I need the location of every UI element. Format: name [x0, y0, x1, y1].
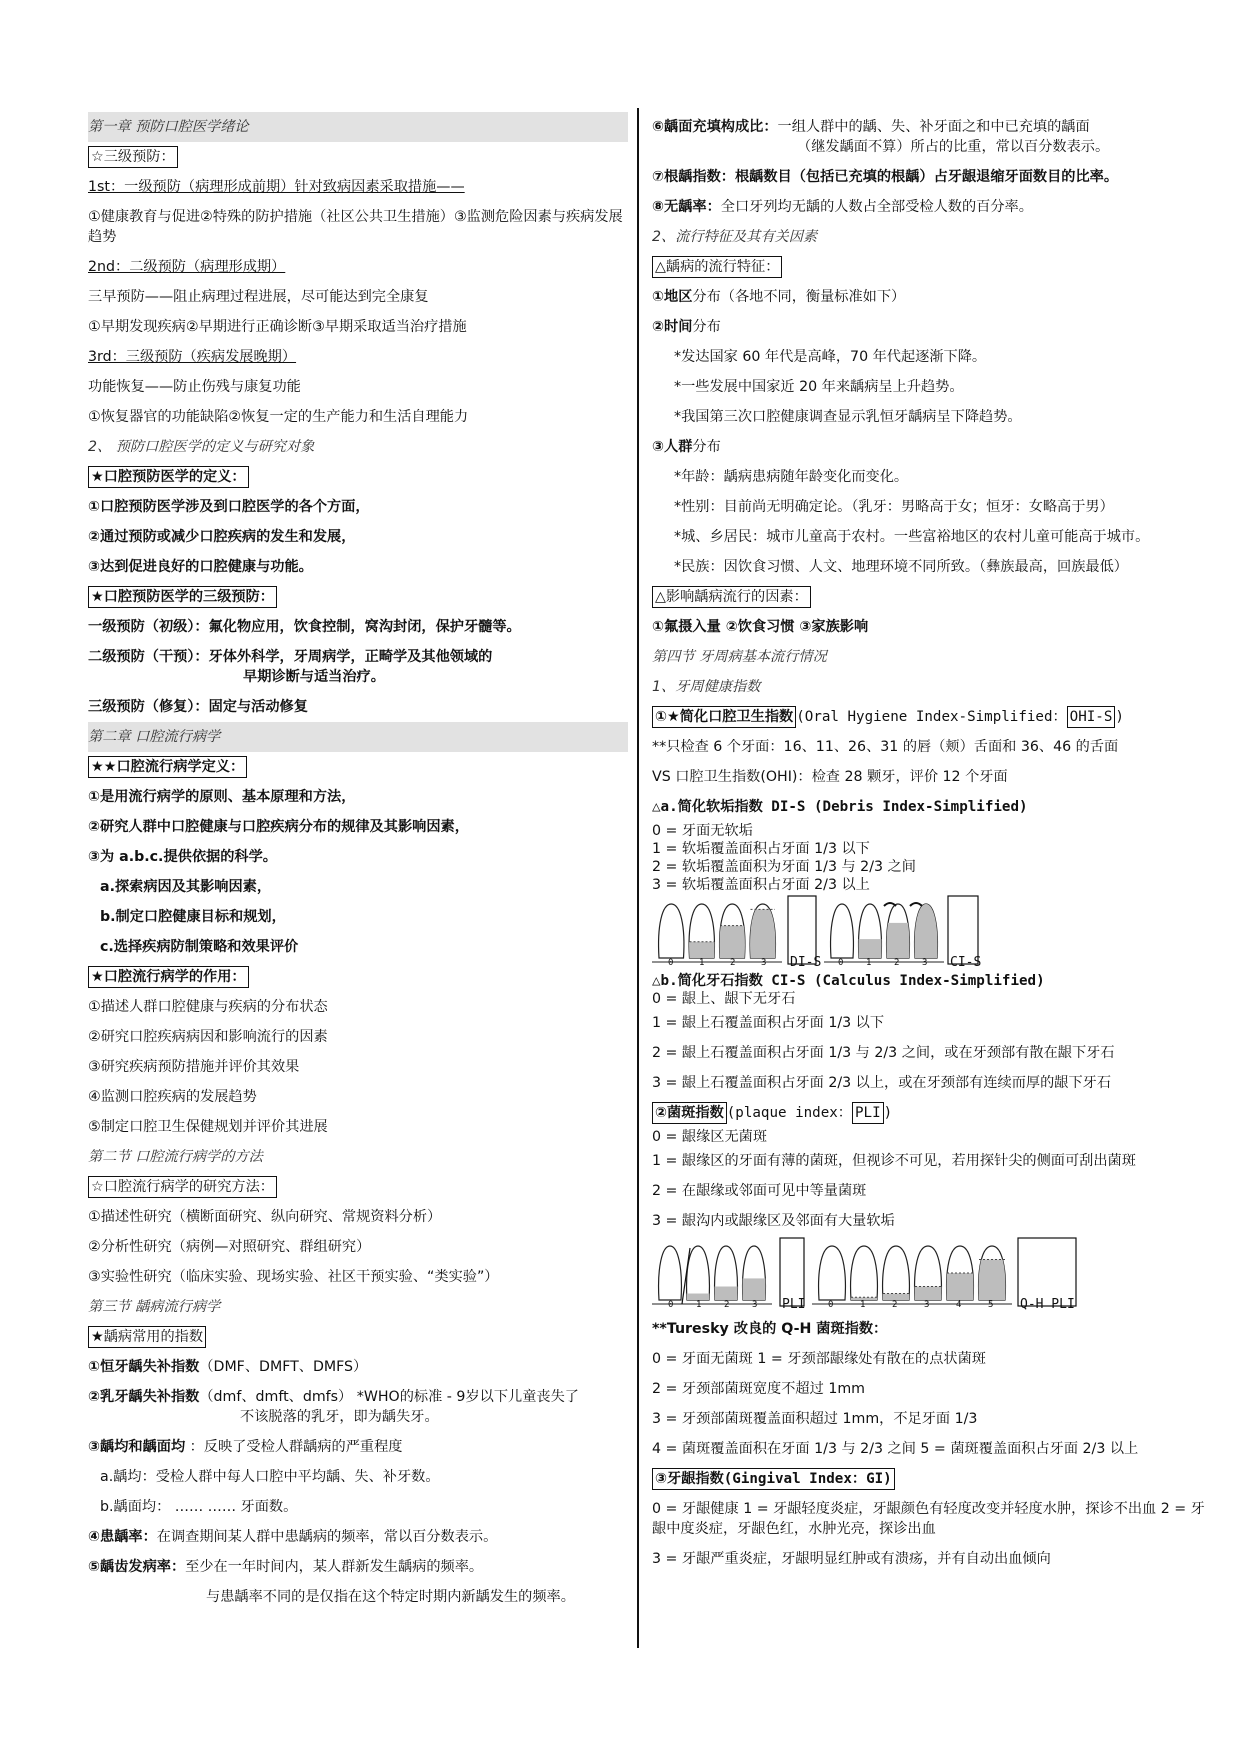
- text-line: c.选择疾病防制策略和效果评价: [100, 939, 299, 955]
- text-line: ②研究人群中口腔健康与口腔疾病分布的规律及其影响因素，: [88, 819, 469, 835]
- text-line: [88, 582, 628, 612]
- text-line: 4 = 菌斑覆盖面积在牙面 1/3 与 2/3 之间 5 = 菌斑覆盖面积占牙面 2/3 以上: [652, 1441, 1139, 1457]
- text-line: △b.简化牙石指数 CI-S (Calculus Index-Simplified): [652, 973, 1045, 989]
- tick-label: 3: [761, 958, 767, 968]
- text-line: a.探索病因及其影响因素，: [100, 879, 272, 895]
- text-line: [652, 192, 1207, 222]
- text-line: [88, 1172, 628, 1202]
- text-line: 0 = 龈缘区无菌斑: [652, 1129, 768, 1145]
- term-label: ①恒牙龋失补指数: [88, 1359, 200, 1375]
- text-line: 0 = 牙面无菌斑 1 = 牙颈部龈缘处有散在的点状菌斑: [652, 1351, 986, 1367]
- text-line: [652, 702, 1207, 732]
- text-line: 1 = 龈上石覆盖面积占牙面 1/3 以下: [652, 1015, 885, 1031]
- text-line: [88, 1522, 628, 1552]
- tick-label: 0: [838, 958, 844, 968]
- text-line: 3 = 牙龈严重炎症，牙龈明显红肿或有溃疡，并有自动出血倾向: [652, 1551, 1051, 1567]
- text-line: 第三节 龋病流行病学: [88, 1299, 221, 1315]
- text-span: 二级预防（干预）：牙体外科学，牙周病学，正畸学及其他领域的: [88, 649, 493, 665]
- tick-label: 0: [668, 958, 674, 968]
- term-desc: （DMF、DMFT、DMFS）: [199, 1359, 368, 1375]
- tooth-shape: [687, 1246, 710, 1300]
- text-line: ①描述性研究（横断面研究、纵向研究、常规资料分析）: [88, 1209, 442, 1225]
- tooth-shape: [659, 904, 684, 958]
- tooth-shape: [883, 1246, 910, 1300]
- text-line: 三级预防（修复）：固定与活动修复: [88, 699, 308, 715]
- term-label: ⑤龋齿发病率：: [88, 1559, 186, 1575]
- text-span: 早期诊断与适当治疗。: [243, 669, 385, 685]
- index-abbrev-box: OHI-S: [1067, 706, 1116, 728]
- section-heading-box: ☆口腔流行病学的研究方法：: [88, 1176, 277, 1198]
- text-line: 2、流行特征及其有关因素: [652, 229, 818, 245]
- text-line: 1 = 软垢覆盖面积占牙面 1/3 以下: [652, 841, 870, 857]
- text-line: ①是用流行病学的原则、基本原理和方法，: [88, 789, 356, 805]
- term-label: ④患龋率：: [88, 1529, 157, 1545]
- tick-label: 3: [752, 1300, 758, 1310]
- term-desc: （继发龋面不算）所占的比重，常以百分数表示。: [797, 139, 1110, 155]
- tooth-shading: [687, 942, 718, 958]
- text-line: [88, 1352, 628, 1382]
- text-line: *性别：目前尚无明确定论。（乳牙：男略高于女；恒牙：女略高于男）: [674, 499, 1114, 515]
- tooth-shading: [976, 1260, 1008, 1301]
- text-line: VS 口腔卫生指数(OHI)：检查 28 颗牙，评价 12 个牙面: [652, 769, 1008, 785]
- term-desc: 分布（各地不同，衡量标准如下）: [692, 289, 906, 305]
- text-line: *年龄：龋病患病随年龄变化而变化。: [674, 469, 909, 485]
- text-line: ②通过预防或减少口腔疾病的发生和发展，: [88, 529, 356, 545]
- tick-label: 2: [730, 958, 736, 968]
- tick-label: 1: [860, 1300, 866, 1310]
- text-line: *我国第三次口腔健康调查显示乳恒牙龋病呈下降趋势。: [674, 409, 1022, 425]
- tick-label: 3: [924, 1300, 930, 1310]
- index-heading-box: ①★简化口腔卫生指数: [652, 706, 796, 728]
- tooth-shape: [659, 1246, 682, 1300]
- text-line: [652, 112, 1207, 162]
- text-line: ④监测口腔疾病的发展趋势: [88, 1089, 257, 1105]
- text-line: 1st：一级预防（病理形成前期）针对致病因素采取措施——: [88, 179, 465, 195]
- tick-label: 3: [922, 958, 928, 968]
- text-line: 0 = 牙面无软垢: [652, 823, 753, 839]
- text-line: [652, 252, 1207, 282]
- term-label: ①地区: [652, 289, 693, 305]
- text-line: ①氟摄入量 ②饮食习惯 ③家族影响: [652, 619, 869, 635]
- tick-label: 0: [668, 1300, 674, 1310]
- text-line: △a.简化软垢指数 DI-S (Debris Index-Simplified): [652, 799, 1028, 815]
- text-line: [88, 1552, 628, 1582]
- text-line: [652, 582, 1207, 612]
- text-line: 2 = 牙颈部菌斑宽度不超过 1mm: [652, 1381, 865, 1397]
- text-line: ①健康教育与促进②特殊的防护措施（社区公共卫生措施）③监测危险因素与疾病发展趋势: [88, 209, 623, 245]
- text-line: [88, 142, 628, 172]
- text-line: [88, 462, 628, 492]
- tooth-shading: [717, 926, 748, 958]
- text-line: 与患龋率不同的是仅指在这个特定时期内新龋发生的频率。: [206, 1589, 575, 1605]
- text-line: ①早期发现疾病②早期进行正确诊断③早期采取适当治疗措施: [88, 319, 467, 335]
- text-span: (Gingival Index：GI): [723, 1471, 892, 1487]
- text-line: *一些发展中国家近 20 年来龋病呈上升趋势。: [674, 379, 964, 395]
- section-heading-box: △影响龋病流行的因素：: [652, 586, 811, 608]
- text-line: 2、 预防口腔医学的定义与研究对象: [88, 439, 315, 455]
- text-line: 3 = 龈上石覆盖面积占牙面 2/3 以上，或在牙颈部有连续而厚的龈下牙石: [652, 1075, 1112, 1091]
- text-line: 第二章 口腔流行病学: [88, 722, 628, 752]
- text-line: ①描述人群口腔健康与疾病的分布状态: [88, 999, 328, 1015]
- index-english-name: (plaque index：: [726, 1105, 852, 1121]
- text-line: [652, 1098, 1207, 1128]
- term-desc: （dmf、dmft、dmfs） *WHO的标准 - 9岁以下儿童丧失了: [199, 1389, 579, 1405]
- text-line: [88, 962, 628, 992]
- term-label: ③人群: [652, 439, 693, 455]
- text-line: [652, 1464, 1207, 1494]
- term-label: ③龋均和龋面均: [88, 1439, 186, 1455]
- text-line: ①口腔预防医学涉及到口腔医学的各个方面，: [88, 499, 370, 515]
- tick-label: 2: [894, 958, 900, 968]
- index-abbrev-box: PLI: [852, 1102, 884, 1124]
- tick-label: 2: [724, 1300, 730, 1310]
- tick-label: 1: [696, 1300, 702, 1310]
- section-heading-box: ☆三级预防：: [88, 146, 178, 168]
- text-line: *发达国家 60 年代是高峰，70 年代起逐渐下降。: [674, 349, 987, 365]
- tooth-shading: [912, 904, 940, 958]
- text-line: a.龋均：受检人群中每人口腔中平均龋、失、补牙数。: [100, 1469, 440, 1485]
- pli-label: PLI: [782, 1297, 806, 1312]
- text-line: 第一章 预防口腔医学绪论: [88, 112, 628, 142]
- tooth-shading: [856, 939, 884, 958]
- right-column: [652, 112, 1207, 1574]
- text-line: ①恢复器官的功能缺陷②恢复一定的生产能力和生活自理能力: [88, 409, 469, 425]
- index-english-name: (Oral Hygiene Index-Simplified：: [796, 709, 1067, 725]
- term-desc: 不该脱落的乳牙，即为龋失牙。: [240, 1409, 439, 1425]
- text-line: b.龋面均： …… …… 牙面数。: [100, 1499, 298, 1515]
- text-line: 1 = 龈缘区的牙面有薄的菌斑，但视诊不可见，若用探针尖的侧面可刮出菌斑: [652, 1153, 1136, 1169]
- term-desc: 至少在一年时间内，某人群新发生龋病的频率。: [185, 1559, 484, 1575]
- teeth-diagram: [652, 1236, 1212, 1314]
- text-line: ③研究疾病预防措施并评价其效果: [88, 1059, 300, 1075]
- text-line: [88, 1322, 628, 1352]
- text-line: *城、乡居民：城市儿童高于农村。一些富裕地区的农村儿童可能高于城市。: [674, 529, 1150, 545]
- text-line: 0 = 龈上、龈下无牙石: [652, 991, 796, 1007]
- text-span: ): [883, 1105, 893, 1121]
- text-line: 三早预防——阻止病理过程进展，尽可能达到完全康复: [88, 289, 429, 305]
- section-heading-box: ★口腔预防医学的定义：: [88, 466, 249, 488]
- tick-label: 0: [828, 1300, 834, 1310]
- text-line: ③达到促进良好的口腔健康与功能。: [88, 559, 313, 575]
- tooth-shading: [944, 1273, 976, 1300]
- term-label: ②时间: [652, 319, 693, 335]
- text-line: **只检查 6 个牙面：16、11、26、31 的唇（颊）舌面和 36、46 的舌面: [652, 739, 1119, 755]
- text-line: [88, 1382, 628, 1432]
- tick-label: 4: [956, 1300, 962, 1310]
- text-line: *民族：因饮食习惯、人文、地理环境不同所致。（彝族最高，回族最低）: [674, 559, 1128, 575]
- tooth-shape: [831, 904, 854, 958]
- text-line: 2nd：二级预防（病理形成期）: [88, 259, 286, 275]
- section-heading-box: ★★口腔流行病学定义：: [88, 756, 247, 778]
- qh-pli-label: Q-H PLI: [1020, 1297, 1075, 1312]
- text-line: 3 = 软垢覆盖面积占牙面 2/3 以上: [652, 877, 870, 893]
- tick-label: 1: [866, 958, 872, 968]
- tick-label: 2: [892, 1300, 898, 1310]
- term-label: ②乳牙龋失补指数: [88, 1389, 200, 1405]
- index-heading-box: ②菌斑指数: [652, 1102, 727, 1124]
- text-line: 2 = 软垢覆盖面积为牙面 1/3 与 2/3 之间: [652, 859, 916, 875]
- section-heading-box: △龋病的流行特征：: [652, 256, 782, 278]
- term-desc: ：反映了受检人群龋病的严重程度: [185, 1439, 403, 1455]
- tooth-shading: [740, 1278, 768, 1300]
- text-line: ⑦根龋指数：根龋数目（包括已充填的根龋）占牙龈退缩牙面数目的比率。: [652, 169, 1119, 185]
- tick-label: 5: [988, 1300, 994, 1310]
- section-heading-box: ★龋病常用的指数: [88, 1326, 206, 1348]
- text-line: 一级预防（初级）：氟化物应用，饮食控制，窝沟封闭，保护牙髓等。: [88, 619, 521, 635]
- text-line: ②分析性研究（病例—对照研究、群组研究）: [88, 1239, 371, 1255]
- term-desc: 分布: [692, 319, 721, 335]
- term-label: ⑥龋面充填构成比：: [652, 119, 778, 135]
- text-line: b.制定口腔健康目标和规划，: [100, 909, 286, 925]
- text-line: 3 = 牙颈部菌斑覆盖面积超过 1mm，不足牙面 1/3: [652, 1411, 978, 1427]
- tooth-shading: [884, 923, 912, 958]
- section-heading-box: ★口腔流行病学的作用：: [88, 966, 249, 988]
- tooth-shading: [912, 1287, 944, 1301]
- text-line: 1、牙周健康指数: [652, 679, 761, 695]
- text-line: 2 = 龈上石覆盖面积占牙面 1/3 与 2/3 之间，或在牙颈部有散在龈下牙石: [652, 1045, 1115, 1061]
- term-desc: 全口牙列均无龋的人数占全部受检人数的百分率。: [720, 199, 1033, 215]
- text-line: [88, 752, 628, 782]
- section-heading-box: ★口腔预防医学的三级预防：: [88, 586, 277, 608]
- term-desc: 分布: [692, 439, 721, 455]
- left-column: [88, 112, 628, 1612]
- text-line: 2 = 在龈缘或邻面可见中等量菌斑: [652, 1183, 867, 1199]
- text-line: 功能恢复——防止伤残与康复功能: [88, 379, 301, 395]
- ci-s-label: CI-S: [950, 955, 982, 970]
- text-line: **Turesky 改良的 Q-H 菌斑指数：: [652, 1321, 888, 1337]
- text-line: [88, 642, 628, 692]
- term-desc: 一组人群中的龋、失、补牙面之和中已充填的龋面: [777, 119, 1090, 135]
- text-line: ③实验性研究（临床实验、现场实验、社区干预实验、“类实验”）: [88, 1269, 499, 1285]
- tooth-shape: [819, 1246, 846, 1300]
- tooth-shading: [712, 1287, 740, 1301]
- text-line: [652, 432, 1207, 462]
- text-line: 3rd：三级预防（疾病发展晚期）: [88, 349, 297, 365]
- text-line: [88, 1432, 628, 1462]
- text-line: [652, 312, 1207, 342]
- pli-figure: [652, 1236, 1207, 1314]
- term-desc: 在调查期间某人群中患龋病的频率，常以百分数表示。: [156, 1529, 498, 1545]
- text-line: 3 = 龈沟内或龈缘区及邻面有大量软垢: [652, 1213, 895, 1229]
- tooth-shading: [748, 909, 779, 958]
- index-heading-box: [652, 1468, 895, 1490]
- text-line: ③为 a.b.c.提供依据的科学。: [88, 849, 277, 865]
- text-span: ③牙龈指数: [655, 1471, 724, 1487]
- tick-label: 1: [699, 958, 705, 968]
- tooth-shape: [851, 1246, 878, 1300]
- di-s-label: DI-S: [790, 955, 822, 970]
- text-line: 0 = 牙龈健康 1 = 牙龈轻度炎症，牙龈颜色有轻度改变并轻度水肿，探诊不出血 2 = 牙龈中度炎症，牙龈色红，水肿光亮，探诊出血: [652, 1501, 1205, 1537]
- text-line: [652, 282, 1207, 312]
- term-label: ⑧无龋率：: [652, 199, 721, 215]
- text-span: ): [1115, 709, 1124, 725]
- text-line: 第四节 牙周病基本流行情况: [652, 649, 827, 665]
- column-divider: [637, 108, 639, 1648]
- text-line: 第二节 口腔流行病学的方法: [88, 1149, 263, 1165]
- dis-figure: [652, 894, 1207, 972]
- text-line: ②研究口腔疾病病因和影响流行的因素: [88, 1029, 328, 1045]
- text-line: ⑤制定口腔卫生保健规划并评价其进展: [88, 1119, 328, 1135]
- teeth-diagram: [652, 894, 1212, 972]
